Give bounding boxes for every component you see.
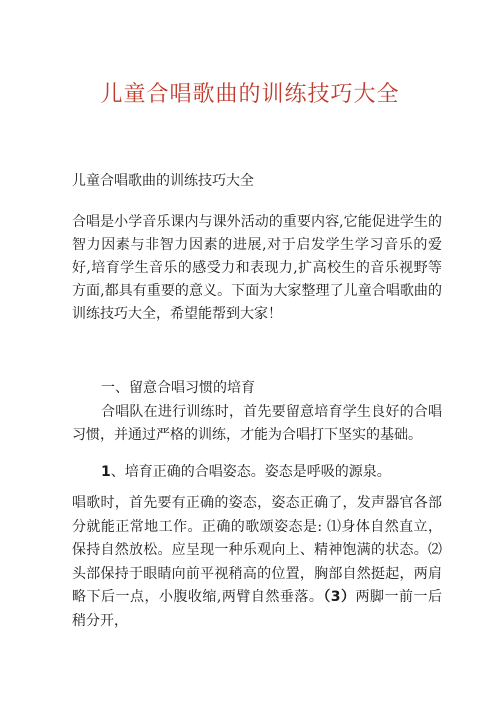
subheading-1-text: 、培育正确的合唱姿态。姿态是呼吸的源泉。 — [110, 464, 391, 480]
subheading-1-number: 1 — [101, 464, 111, 480]
posture-paragraph-continued: 两脚一前一后稍分开， — [72, 589, 442, 629]
section-heading-1: 一、留意合唱习惯的培育 — [101, 380, 255, 396]
posture-paragraph-text: 唱歌时，首先要有正确的姿态，姿态正确了，发声器官各部分就能正常地工作。正确的歌颂姿态是: ⑴身体自然直立，保持自然放松。应呈现一种乐观向上、精神饱满的状态。⑵头部保持于眼睛向前平视稍高的位置，胸部自然挺起，两肩略下后一点，小腹收缩,两臂自然垂落。 — [72, 495, 442, 605]
intro-paragraph: 合唱是小学音乐课内与课外活动的重要内容,它能促进学生的智力因素与非智力因素的进展,对于启发学生学习音乐的爱好,培育学生音乐的感受力和表现力,扩高校生的音乐视野等方面,都具有重要的意义。下面为大家整理了儿童合唱歌曲的训练技巧大全，希望能帮到大家！ — [72, 214, 442, 322]
subheading-1 — [101, 462, 391, 482]
posture-paragraph — [72, 492, 442, 633]
document-title: 儿童合唱歌曲的训练技巧大全 — [100, 82, 400, 107]
posture-item-3-number: （3） — [323, 589, 356, 605]
document-subtitle: 儿童合唱歌曲的训练技巧大全 — [72, 173, 254, 189]
section-1-paragraph: 合唱队在进行训练时，首先要留意培育学生良好的合唱习惯，并通过严格的训练，才能为合唱打下坚实的基础。 — [72, 404, 442, 443]
